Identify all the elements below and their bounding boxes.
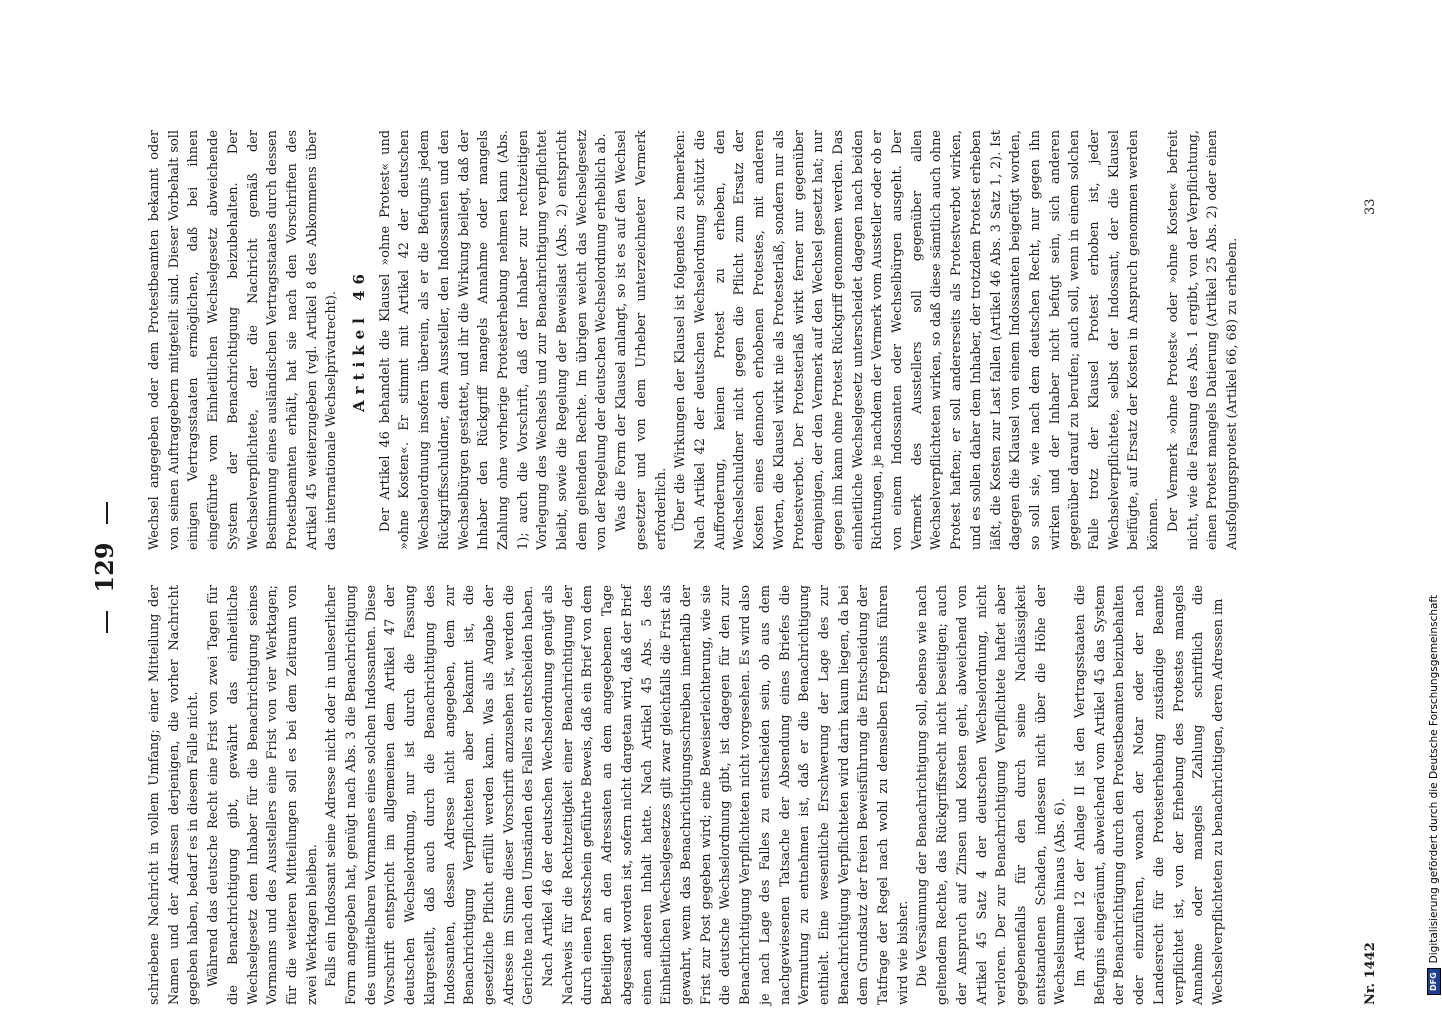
header-dash-right	[106, 502, 108, 524]
page-number: 129	[90, 542, 119, 593]
paragraph: Die Versäumung der Benachrichtigung soll, ebenso wie nach geltendem Rechte, das Rückgriffsrecht nicht beseitigen; auch der Anspruch auf Zinsen und Kosten geht, abweichend von Artikel 45 Satz 4 der deutschen Wechselordnung, nicht verloren. Der zur Benachrichtigung Verpflichtete haftet aber gegebenenfalls für den durch seine Nachlässigkeit entstandenen Schaden, indessen nicht über die Höhe der Wechselsumme hinaus (Abs. 6).	[915, 585, 1069, 1005]
paragraph: schriebene Nachricht in vollem Umfang; einer Mitteilung der Namen und der Adressen derjenigen, die vorher Nachricht gegeben haben, bedarf es in diesem Falle nicht.	[147, 585, 202, 1005]
page-header	[85, 100, 125, 1035]
paragraph: Wechsel angegeben oder dem Protestbeamten bekannt oder von seinen Auftraggebern mitgeteilt sind. Dieser Vorbehalt soll einigen Vertragsstaaten ermöglichen, daß bei ihnen eingeführte vom Einheitlichen Wechselgesetz abweichende System der Benachrichtigung beizubehalten. Der Wechselverpflichtete, der die Nachricht gemäß der Bestimmung eines ausländischen Vertragsstaates durch dessen Protestbeamten erhält, hat sie nach den Vorschriften des Artikel 45 weiterzugeben (vgl. Artikel 8 des Abkommens über das internationale Wechselprivatrecht).	[147, 130, 340, 550]
article-heading: Artikel 46	[350, 268, 369, 412]
paragraph: Was die Form der Klausel anlangt, so ist es auf den Wechsel gesetzter und von dem Urheber unterzeichneter Vermerk erforderlich.	[614, 130, 669, 550]
paragraph: Der Vermerk »ohne Protest« oder »ohne Kosten« befreit nicht, wie die Fassung des Abs. 1 ergibt, von der Verpflichtung, einen Protest mangels Datierung (Artikel 25 Abs. 2) oder einen Ausfolgungsprotest (Artikel 66, 68) zu erheben.	[1165, 130, 1240, 550]
signature-number: 33	[1363, 198, 1378, 215]
header-dash-left	[106, 611, 108, 633]
paragraph: Während das deutsche Recht eine Frist von zwei Tagen für die Benachrichtigung gibt, gewährt das einheitliche Wechselgesetz dem Inhaber für die Benachrichtigung seines Vormanns und des Ausstellers eine Frist von vier Werktagen; für die weiteren Mitteilungen soll es bei dem Zeitraum von zwei Werktagen bleiben.	[206, 585, 320, 1005]
paragraph: Falls ein Indossant seine Adresse nicht oder in unleserlicher Form angegeben hat, genügt nach Abs. 3 die Benachrichtigung des unmittelbaren Vormannes eines solchen Indossanten. Diese Vorschrift entspricht im allgemeinen dem Artikel 47 der deutschen Wechselordnung, nur ist durch die Fassung klargestellt, daß auch durch die Benachrichtigung des Indossanten, dessen Adresse nicht angegeben, dem zur Benachrichtigung Verpflichteten aber bekannt ist, die gesetzliche Pflicht erfüllt werden kann. Was als Angabe der Adresse im Sinne dieser Vorschrift anzusehen ist, werden die Gerichte nach den Umständen des Falles zu entscheiden haben.	[324, 585, 537, 1005]
credit-text: Digitalisierung gefördert durch die Deutsche Forschungsgemeinschaft	[1428, 594, 1440, 964]
rotated-document-page	[85, 100, 1405, 1035]
paragraph: Im Artikel 12 der Anlage II ist den Vertragsstaaten die Befugnis eingeräumt, abweichend vom Artikel 45 das System der Benachrichtigung durch den Protestbeamten beizubehalten oder einzuführen, wonach der Notar oder der nach Landesrecht für die Protesterhebung zuständige Beamte verpflichtet ist, von der Erhebung des Protestes mangels Annahme oder mangels Zahlung schriftlich die Wechselverpflichteten zu benachrichtigen, deren Adressen im	[1073, 585, 1226, 1005]
document-number: Nr. 1442	[1363, 942, 1378, 1005]
dfg-logo: DFG	[1427, 968, 1441, 995]
left-text-column	[145, 585, 1355, 1005]
digitization-credit	[1426, 575, 1442, 995]
right-text-column	[145, 130, 1240, 550]
paragraph: Der Artikel 46 behandelt die Klausel »ohne Protest« und »ohne Kosten«. Er stimmt mit Artikel 42 der deutschen Wechselordnung insofern überein, als er die Befugnis jedem Rückgriffsschuldner, dem Aussteller, den Indossanten und den Wechselbürgen gestattet, und ihr die Wirkung beilegt, daß der Inhaber den Rückgriff mangels Annahme oder mangels Zahlung ohne vorherige Protesterhebung nehmen kann (Abs. 1); auch die Vorschrift, daß der Inhaber zur rechtzeitigen Vorlegung des Wechsels und zur Benachrichtigung verpflichtet bleibt, sowie die Regelung der Beweislast (Abs. 2) entspricht dem geltenden Rechte. Im übrigen weicht das Wechselgesetz von der Regelung der deutschen Wechselordnung erheblich ab.	[377, 130, 610, 550]
paragraph: Nach Artikel 46 der deutschen Wechselordnung genügt als Nachweis für die Rechtzeitigkeit einer Benachrichtigung der durch einen Postschein geführte Beweis, daß ein Brief von dem Beteiligten an den Adressaten an dem angegebenen Tage abgesandt worden ist, sofern nicht dargetan wird, daß der Brief einen anderen Inhalt hatte. Nach Artikel 45 Abs. 5 des Einheitlichen Wechselgesetzes gilt zwar gleichfalls die Frist als gewahrt, wenn das Benachrichtigungsschreiben innerhalb der Frist zur Post gegeben wird; eine Beweiserleichterung, wie sie die deutsche Wechselordnung gibt, ist dagegen für den zur Benachrichtigung Verpflichteten nicht vorgesehen. Es wird also je nach Lage des Falles zu entscheiden sein, ob aus dem nachgewiesenen Tatsache der Absendung eines Briefes die Vermutung zu entnehmen ist, daß er die Benachrichtigung enthielt. Eine wesentliche Erschwerung der Lage des zur Benachrichtigung Verpflichteten wird darin kaum liegen, da bei dem Grundsatz der freien Beweisführung die Entscheidung der Tatfrage der Regel nach wohl zu demselben Ergebnis führen wird wie bisher.	[541, 585, 911, 1005]
paragraph: Über die Wirkungen der Klausel ist folgendes zu bemerken: Nach Artikel 42 der deutschen Wechselordnung schützt die Aufforderung, keinen Protest zu erheben, den Wechselschuldner nicht gegen die Pflicht zum Ersatz der Kosten eines dennoch erhobenen Protestes, mit anderen Worten, die Klausel wirkt nie als Protesterlaß, sondern nur als Protestverbot. Der Protesterlaß wirkt ferner nur gegenüber demjenigen, der den Vermerk auf den Wechsel gesetzt hat; nur gegen ihn kann ohne Protest Rückgriff genommen werden. Das einheitliche Wechselgesetz unterscheidet dagegen nach beiden Richtungen, je nachdem der Vermerk vom Aussteller oder ob er von einem Indossanten oder Wechselbürgen ausgeht. Der Vermerk des Ausstellers soll gegenüber allen Wechselverpflichteten wirken, so daß diese sämtlich auch ohne Protest haften; er soll andererseits als Protestverbot wirken, und es sollen daher dem Inhaber, der trotzdem Protest erheben läßt, die Kosten zur Last fallen (Artikel 46 Abs. 3 Satz 1, 2). Ist dagegen die Klausel von einem Indossanten beigefügt worden, so soll sie, wie nach dem deutschen Recht, nur gegen ihn wirken und der Inhaber nicht befugt sein, sich anderen gegenüber darauf zu berufen; auch soll, wenn in einem solchen Falle trotz der Klausel Protest erhoben ist, jeder Wechselverpflichtete, selbst der Indossant, der die Klausel beifügte, auf Ersatz der Kosten in Anspruch genommen werden können.	[673, 130, 1162, 550]
